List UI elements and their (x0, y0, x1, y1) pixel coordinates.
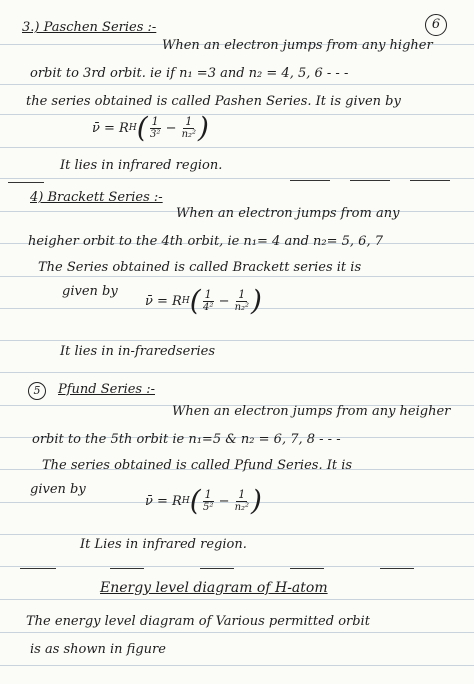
fraction-numerator: 1 (185, 114, 193, 128)
fraction-numerator: 1 (151, 114, 159, 128)
fraction-denominator: n₂² (234, 301, 250, 313)
formula-lhs: ν̄ = R (145, 293, 182, 309)
fraction-denominator: 3² (149, 128, 161, 140)
paschen-line-3: the series obtained is called Pashen Series. It is given by (26, 94, 401, 109)
brackett-region: It lies in in-fraredseries (60, 344, 215, 359)
brackett-formula (145, 284, 262, 317)
formula-sub: H (128, 123, 137, 133)
pfund-line-4: given by (30, 482, 86, 497)
pfund-region: It Lies in infrared region. (80, 537, 247, 552)
pfund-line-1: When an electron jumps from any heigher (172, 404, 451, 419)
pfund-number: 5 (28, 382, 46, 400)
formula-sub: H (181, 296, 190, 306)
fraction (235, 289, 249, 314)
ruled-line (0, 84, 474, 85)
minus-sign: − (218, 493, 230, 509)
separator-dash (200, 568, 234, 569)
ruled-line (0, 178, 474, 179)
fraction (182, 116, 196, 141)
ruled-line (0, 276, 474, 277)
fraction (203, 289, 214, 314)
fraction (235, 489, 249, 514)
fraction (150, 116, 161, 141)
brackett-line-1: When an electron jumps from any (176, 206, 400, 221)
fraction-denominator: n₂² (234, 501, 250, 513)
minus-sign: − (165, 120, 177, 136)
pfund-heading: Pfund Series :- (58, 382, 155, 397)
brackett-line-2: heigher orbit to the 4th orbit, ie n₁= 4 and n₂= 5, 6, 7 (28, 234, 383, 249)
separator-dash (8, 182, 44, 183)
paschen-line-2: orbit to 3rd orbit. ie if n₁ =3 and n₂ = 4, 5, 6 - - - (30, 66, 349, 81)
separator-dash (20, 568, 56, 569)
formula-lhs: ν̄ = R (92, 120, 129, 136)
ruled-line (0, 372, 474, 373)
ruled-line (0, 599, 474, 600)
separator-dash (110, 568, 144, 569)
fraction-numerator: 1 (204, 287, 212, 301)
separator-dash (380, 568, 414, 569)
separator-dash (290, 568, 324, 569)
fraction (203, 489, 214, 514)
paschen-formula (92, 111, 209, 144)
page-number: 6 (425, 14, 447, 36)
paren-left: ( (189, 484, 201, 517)
paren-right: ) (251, 484, 262, 517)
energy-line-1: The energy level diagram of Various permitted orbit (26, 614, 370, 629)
paschen-region: It lies in infrared region. (60, 158, 223, 173)
fraction-denominator: 5² (202, 501, 214, 513)
fraction-numerator: 1 (238, 487, 246, 501)
paschen-line-1: When an electron jumps from any higher (162, 38, 433, 53)
ruled-line (0, 114, 474, 115)
ruled-line (0, 340, 474, 341)
fraction-denominator: n₂² (181, 128, 197, 140)
brackett-line-4: given by (62, 284, 118, 299)
pfund-line-2: orbit to the 5th orbit ie n₁=5 & n₂ = 6, 7, 8 - - - (32, 432, 341, 447)
brackett-heading: 4) Brackett Series :- (30, 190, 163, 205)
paren-right: ) (198, 111, 209, 144)
fraction-numerator: 1 (238, 287, 246, 301)
formula-sub: H (181, 496, 190, 506)
formula-lhs: ν̄ = R (145, 493, 182, 509)
paren-left: ( (136, 111, 148, 144)
paren-left: ( (189, 284, 201, 317)
fraction-denominator: 4² (202, 301, 214, 313)
minus-sign: − (218, 293, 230, 309)
separator-dash (410, 180, 450, 181)
pfund-formula (145, 484, 262, 517)
separator-dash (290, 180, 330, 181)
ruled-line (0, 665, 474, 666)
energy-heading: Energy level diagram of H-atom (100, 580, 328, 596)
ruled-line (0, 566, 474, 567)
ruled-line (0, 534, 474, 535)
fraction-numerator: 1 (204, 487, 212, 501)
energy-line-2: is as shown in figure (30, 642, 166, 657)
paren-right: ) (251, 284, 262, 317)
brackett-line-3: The Series obtained is called Brackett series it is (38, 260, 362, 275)
separator-dash (350, 180, 390, 181)
ruled-line (0, 147, 474, 148)
paschen-heading: 3.) Paschen Series :- (22, 20, 157, 35)
pfund-line-3: The series obtained is called Pfund Series. It is (42, 458, 353, 473)
ruled-line (0, 632, 474, 633)
